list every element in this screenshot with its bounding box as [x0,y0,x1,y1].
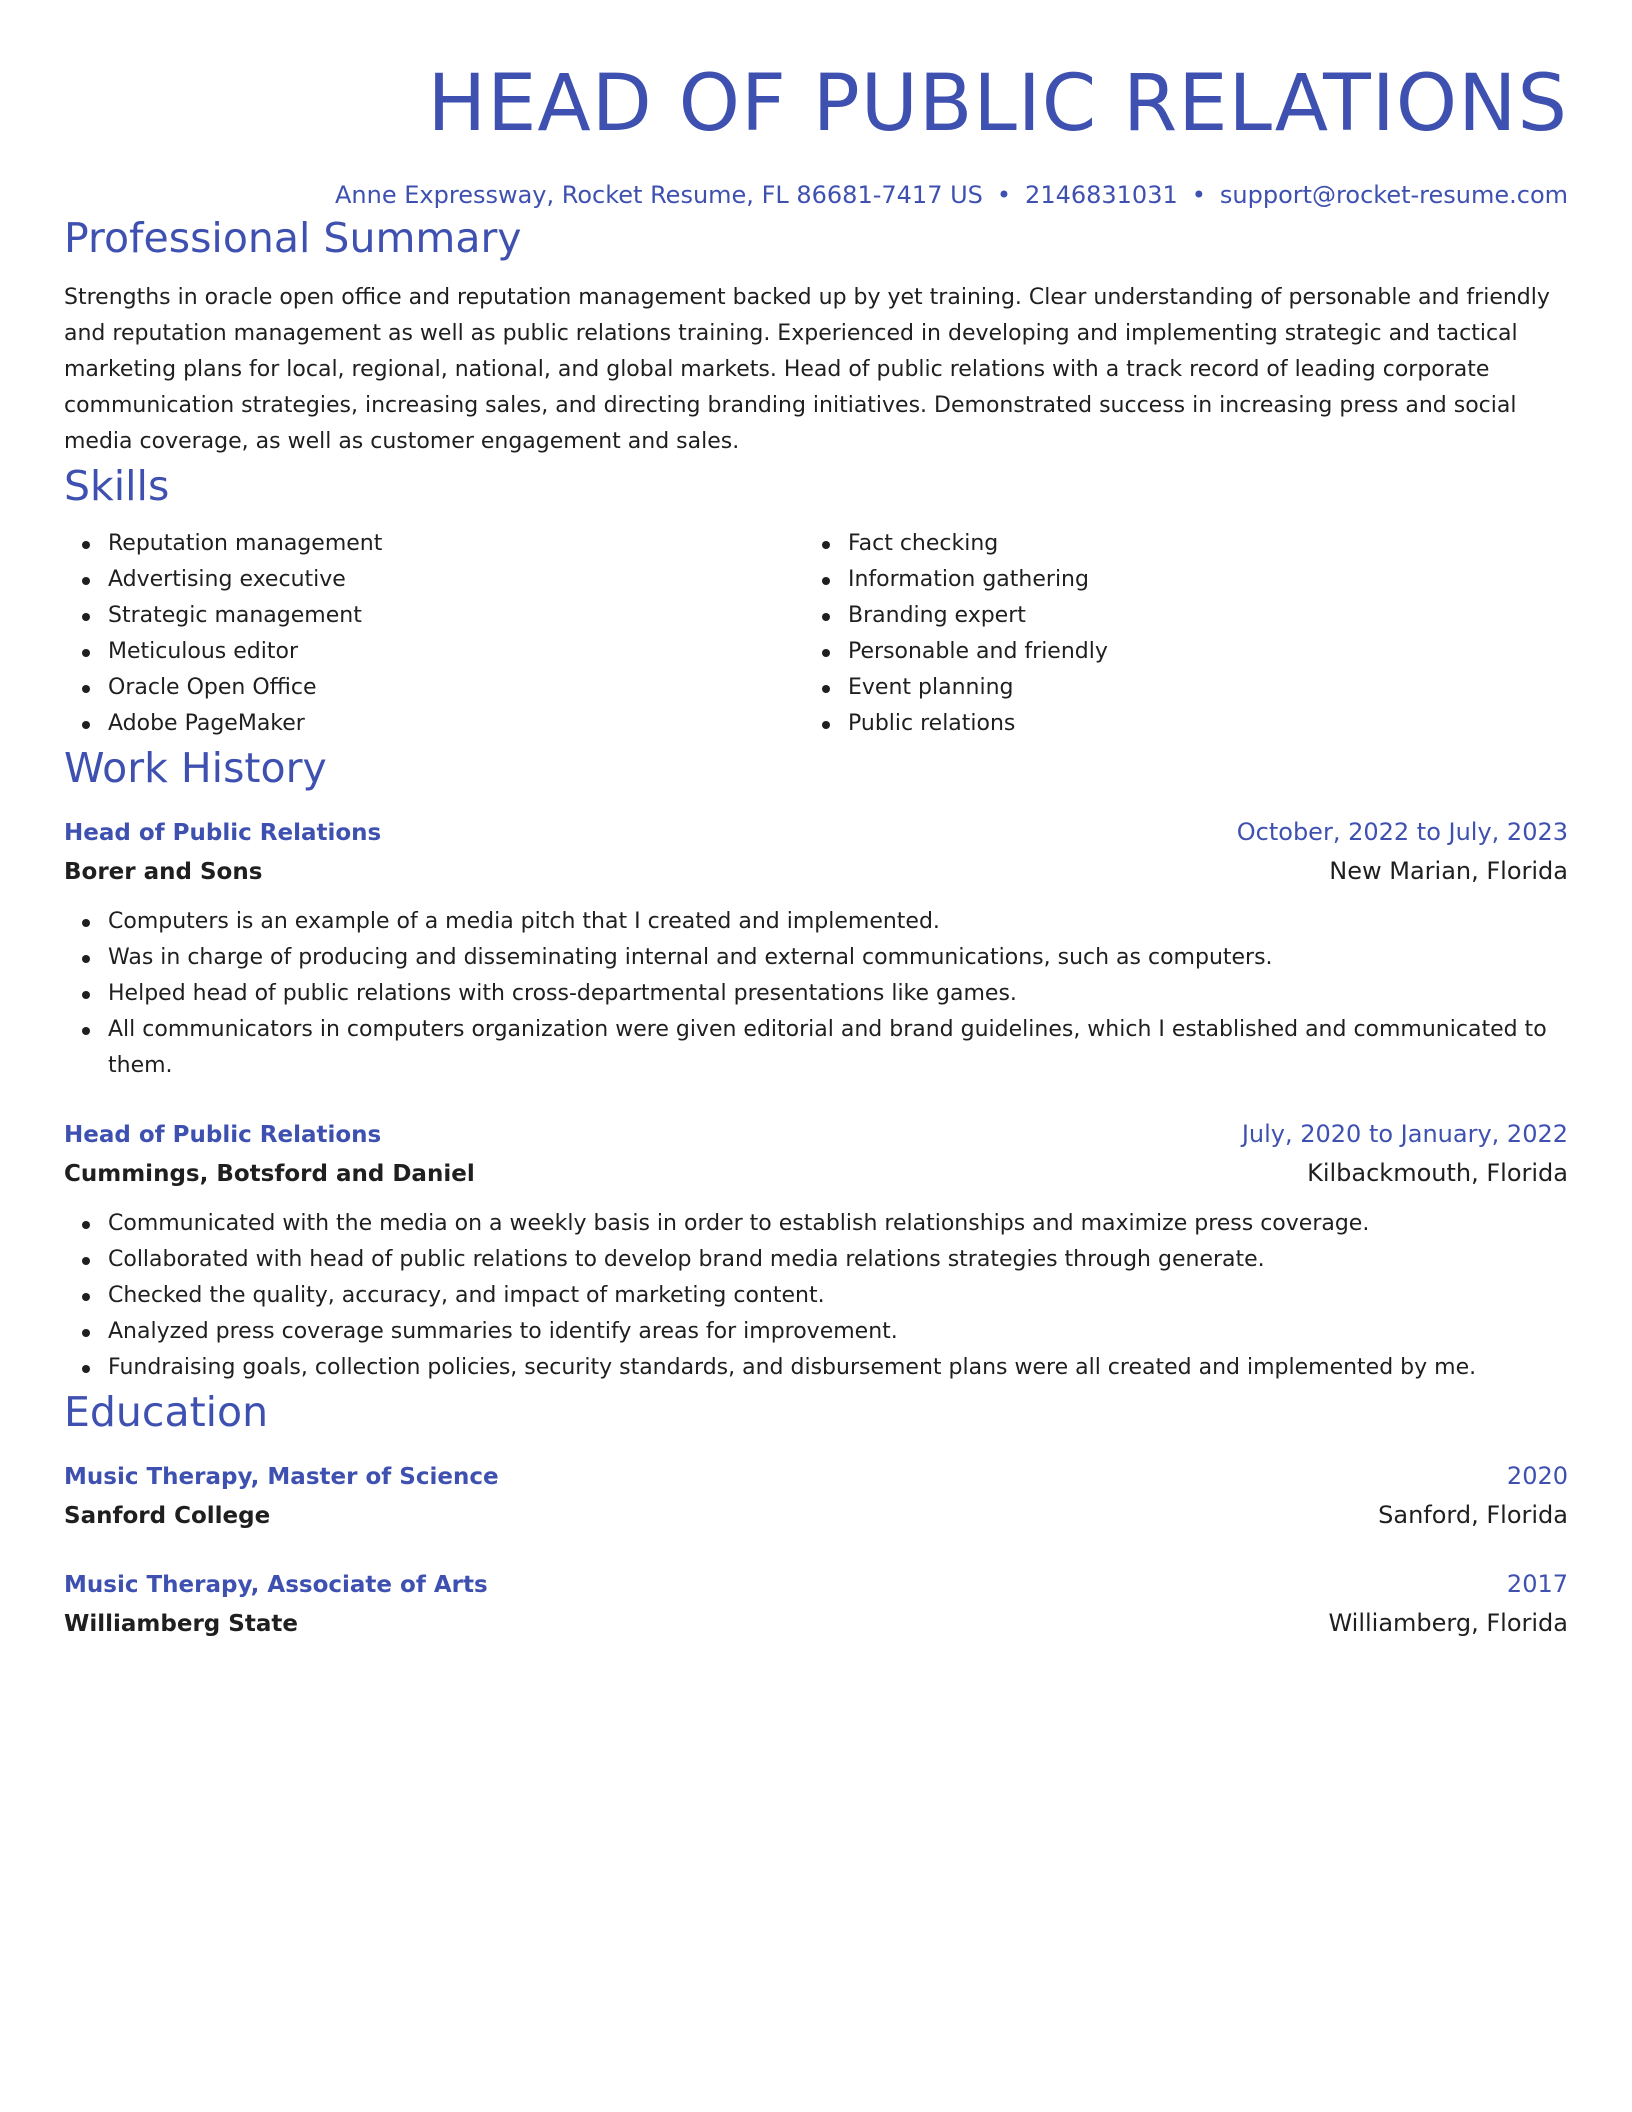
job-bullet: Checked the quality, accuracy, and impact of marketing content. [108,1278,1568,1314]
education-year: 2020 [1506,1462,1568,1490]
job-bullet: Helped head of public relations with cross-departmental presentations like games. [108,976,1568,1012]
education-entry [64,1458,1568,1534]
contact-line [64,178,1568,212]
skill-item: Meticulous editor [108,634,804,670]
summary-text: Strengths in oracle open office and reputation management backed up by yet training. Clear understanding of personable and friendly and reputation management as well as public relations training. Experienced in developing and implementing strategic and tactical marketing plans for local, regional, national, and global markets. Head of public relations with a track record of leading corporate communication strategies, increasing sales, and directing branding initiatives. Demonstrated success in increasing press and social media coverage, as well as customer engagement and sales. [64,285,1550,454]
skill-item: Event planning [848,670,1544,706]
education-entry [64,1566,1568,1642]
job-location: New Marian, Florida [1329,857,1568,885]
skill-item: Public relations [848,706,1544,742]
job-location: Kilbackmouth, Florida [1307,1159,1568,1187]
skills-heading: Skills [64,462,170,510]
job-bullet: All communicators in computers organization were given editorial and brand guidelines, which I established and communicated to them. [108,1012,1568,1084]
job-bullet: Communicated with the media on a weekly basis in order to establish relationships and maximize press coverage. [108,1206,1568,1242]
job-title: Head of Public Relations [64,820,382,846]
contact-separator: • [1191,181,1206,209]
work-history-heading: Work History [64,744,327,792]
education-school: Williamberg State [64,1611,298,1637]
education-degree: Music Therapy, Master of Science [64,1464,499,1490]
resume-title: HEAD OF PUBLIC RELATIONS [427,59,1568,149]
skill-item: Information gathering [848,562,1544,598]
job-employer: Borer and Sons [64,859,263,885]
education-school: Sanford College [64,1503,271,1529]
job-entry [64,814,1568,1084]
job-dates: October, 2022 to July, 2023 [1236,818,1568,846]
contact-phone: 2146831031 [1025,181,1178,209]
job-bullets [64,904,1568,1084]
job-entry [64,1116,1568,1386]
contact-address: Anne Expressway, Rocket Resume, FL 86681-7417 US [335,181,983,209]
summary-heading: Professional Summary [64,214,522,262]
education-degree: Music Therapy, Associate of Arts [64,1572,488,1598]
education-location: Sanford, Florida [1378,1501,1568,1529]
skill-item: Branding expert [848,598,1544,634]
skill-item: Reputation management [108,526,804,562]
contact-email: support@rocket-resume.com [1219,181,1568,209]
skills-list [64,526,1568,742]
education-year: 2017 [1506,1570,1568,1598]
education-heading: Education [64,1388,269,1436]
skill-item: Personable and friendly [848,634,1544,670]
skill-item: Advertising executive [108,562,804,598]
job-title: Head of Public Relations [64,1122,382,1148]
job-bullet: Computers is an example of a media pitch that I created and implemented. [108,904,1568,940]
skill-item: Oracle Open Office [108,670,804,706]
job-dates: July, 2020 to January, 2022 [1241,1120,1568,1148]
job-bullet: Was in charge of producing and disseminating internal and external communications, such as computers. [108,940,1568,976]
skill-item: Adobe PageMaker [108,706,804,742]
skill-item: Fact checking [848,526,1544,562]
skill-item: Strategic management [108,598,804,634]
contact-separator: • [996,181,1012,209]
skills-column-right [804,526,1544,742]
job-employer: Cummings, Botsford and Daniel [64,1161,475,1187]
education-location: Williamberg, Florida [1328,1609,1568,1637]
job-bullets [64,1206,1568,1386]
skills-column-left [64,526,804,742]
job-bullet: Collaborated with head of public relations to develop brand media relations strategies through generate. [108,1242,1568,1278]
job-bullet: Fundraising goals, collection policies, security standards, and disbursement plans were all created and implemented by me. [108,1350,1568,1386]
job-bullet: Analyzed press coverage summaries to identify areas for improvement. [108,1314,1568,1350]
